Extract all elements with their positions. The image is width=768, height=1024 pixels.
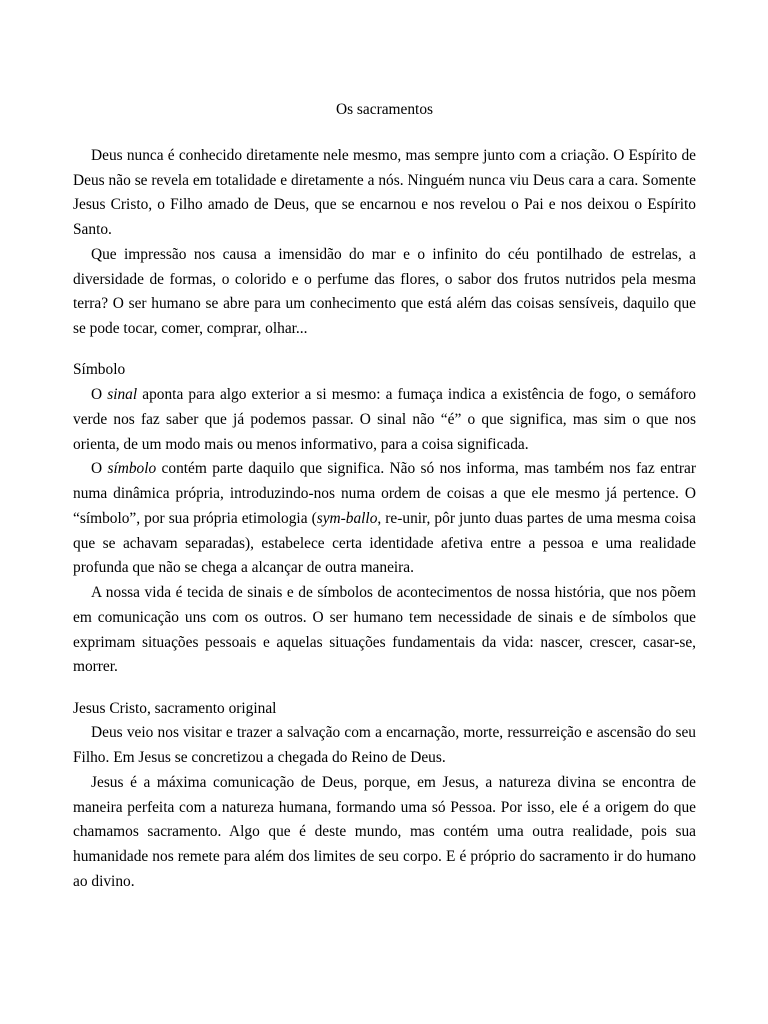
emphasis-sinal: sinal <box>107 386 138 403</box>
document-page <box>73 0 696 895</box>
simbolo-paragraph-2 <box>73 457 696 581</box>
section-heading-jesus-cristo: Jesus Cristo, sacramento original <box>73 699 277 717</box>
text-run: contém parte daquilo que significa. Não só nos informa, mas também nos faz entrar numa dinâmica própria, introduzindo-nos numa ordem de coisas a que ele mesmo já pertence. O “símbolo”, por sua própria etimologia ( <box>73 460 696 527</box>
emphasis-simbolo: símbolo <box>107 460 157 478</box>
text-run: O <box>91 386 108 403</box>
jesus-paragraph-2: Jesus é a máxima comunicação de Deus, porque, em Jesus, a natureza divina se encontra de maneira perfeita com a natureza humana, formando uma só Pessoa. Por isso, ele é a origem do que chamamos sacramento. Algo que é deste mundo, mas contém uma outra realidade, pois sua humanidade nos remete para além dos limites de seu corpo. E é próprio do sacramento ir do humano ao divino. <box>73 773 696 890</box>
intro-paragraph-2: Que impressão nos causa a imensidão do mar e o infinito do céu pontilhado de estrelas, a diversidade de formas, o colorido e o perfume das flores, o sabor dos frutos nutridos pela mesma terra? O ser humano se abre para um conhecimento que está além das coisas sensíveis, daquilo que se pode tocar, comer, comprar, olhar... <box>73 245 696 337</box>
simbolo-paragraph-3: A nossa vida é tecida de sinais e de símbolos de acontecimentos de nossa história, que nos põem em comunicação uns com os outros. O ser humano tem necessidade de sinais e de símbolos que exprimam situações pessoais e aquelas situações fundamentais da vida: nascer, crescer, casar-se, morrer. <box>73 584 696 676</box>
jesus-paragraph-1: Deus veio nos visitar e trazer a salvação com a encarnação, morte, ressurreição e ascensão do seu Filho. Em Jesus se concretizou a chegada do Reino de Deus. <box>73 724 696 766</box>
text-run: O <box>91 460 108 478</box>
text-run: , re-unir, pôr junto duas partes de uma mesma coisa que se achavam separadas), estabelece certa identidade afetiva entre a pessoa e uma realidade profunda que não se chega a alcançar de outra maneira. <box>73 509 696 577</box>
section-gap <box>73 680 696 697</box>
document-title: Os sacramentos <box>335 101 434 118</box>
section-heading-simbolo: Símbolo <box>73 361 126 379</box>
simbolo-paragraph-1 <box>73 383 696 457</box>
text-run: aponta para algo exterior a si mesmo: a fumaça indica a existência de fogo, o semáforo verde nos faz saber que já podemos passar. O sinal não “é” o que significa, mas sim o que nos orienta, de um modo mais ou menos informativo, para a coisa significada. <box>73 386 696 453</box>
intro-paragraph-1: Deus nunca é conhecido diretamente nele mesmo, mas sempre junto com a criação. O Espírito de Deus não se revela em totalidade e diretamente a nós. Ninguém nunca viu Deus cara a cara. Somente Jesus Cristo, o Filho amado de Deus, que se encarnou e nos revelou o Pai e nos deixou o Espírito Santo. <box>73 146 696 238</box>
emphasis-sym-ballo: sym-ballo <box>316 509 378 527</box>
section-gap <box>73 342 696 359</box>
